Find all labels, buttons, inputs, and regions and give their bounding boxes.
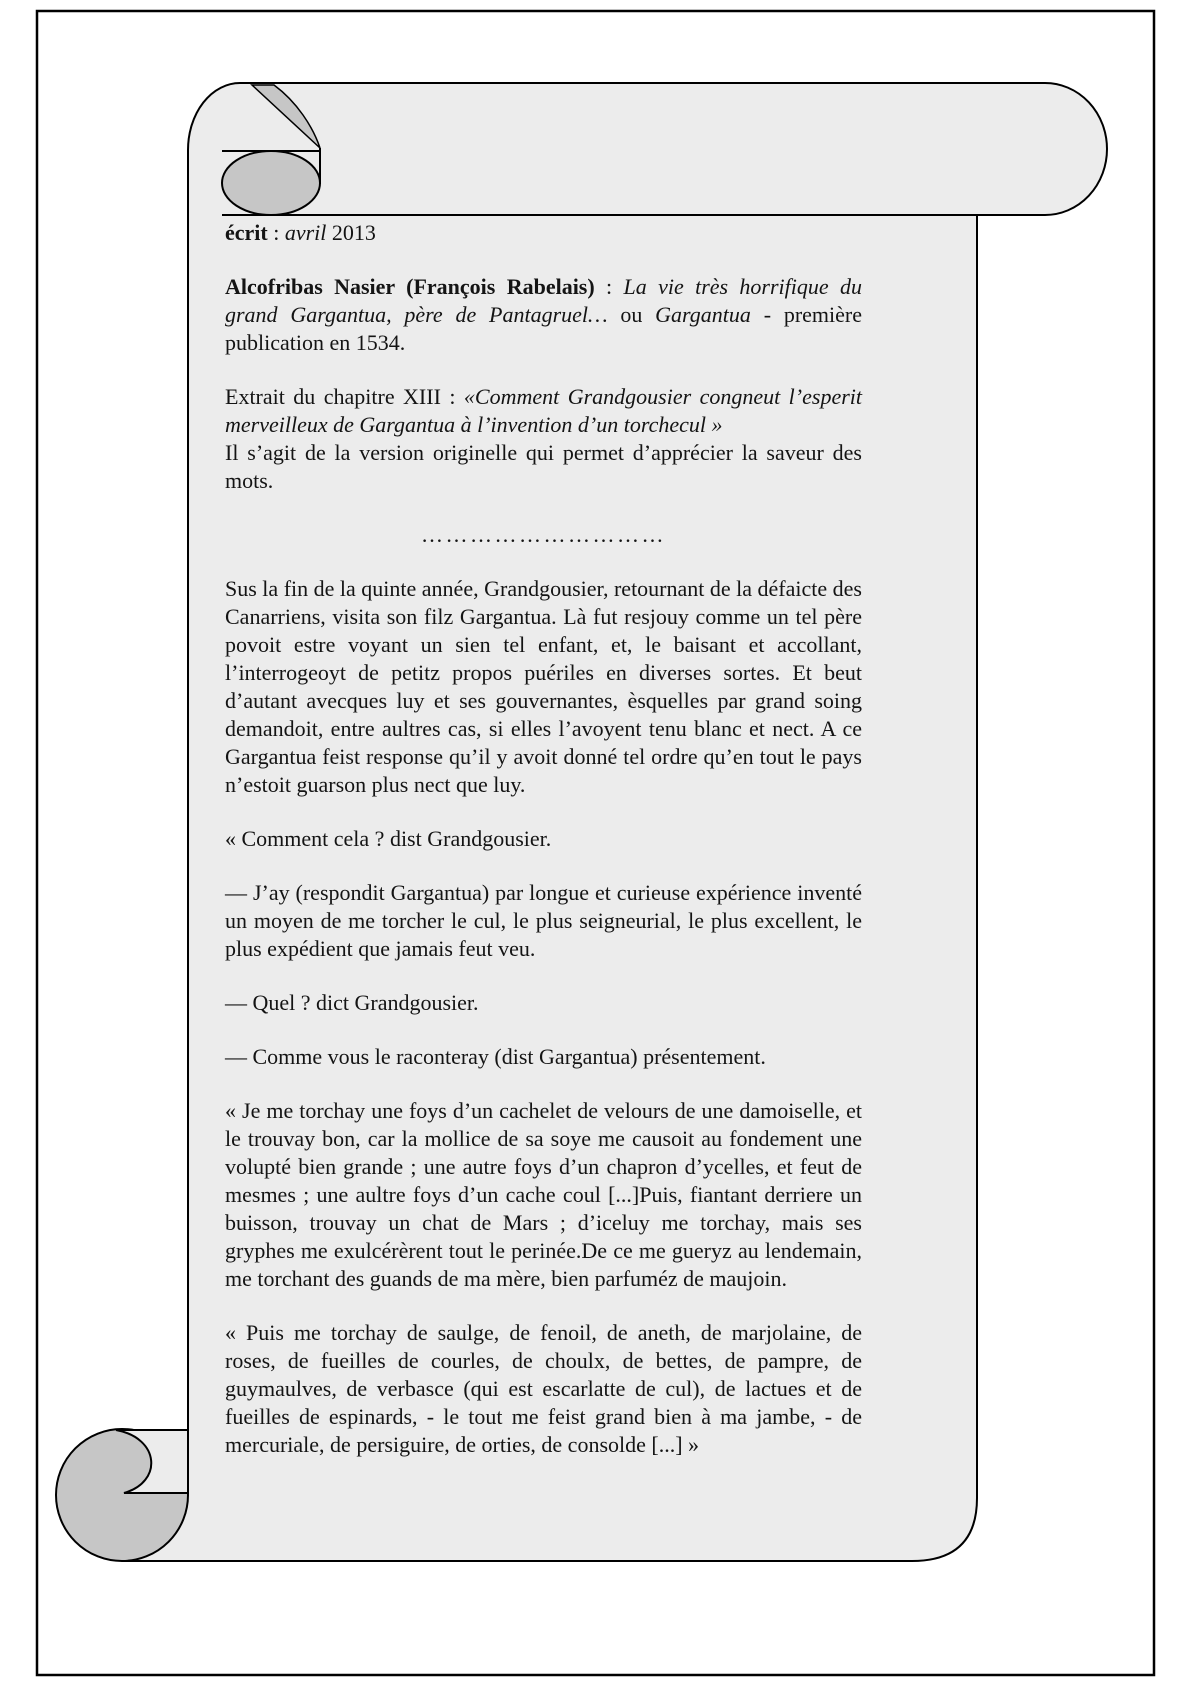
body-paragraph-2 <box>225 1097 862 1293</box>
body-paragraph-3 <box>225 1319 862 1459</box>
text-segment: écrit <box>225 220 268 245</box>
text-segment: Il s’agit de la version originelle qui permet d’apprécier la saveur des mots. <box>225 440 862 493</box>
text-segment: avril <box>284 220 327 245</box>
text-segment: — J’ay (respondit Gargantua) par longue et curieuse expérience inventé un moyen de me torcher le cul, le plus seigneurial, le plus excellent, le plus expédient que jamais feut veu. <box>225 880 862 961</box>
separator-dots <box>225 521 862 549</box>
text-segment: - première publication en 1534. <box>225 302 863 355</box>
text-segment: Extrait du chapitre XIII : <box>225 384 464 409</box>
scroll-top-curl <box>222 151 320 215</box>
text-segment: « Puis me torchay de saulge, de fenoil, de aneth, de marjolaine, de roses, de fueilles de courles, de choulx, de bettes, de pampre, de guymaulves, de verbasce (qui est escarlatte de cul), de lactues et de fueilles de espinards, - le tout me feist grand bien à ma jambe, - de mercuriale, de persiguire, de orties, de consolde [...] » <box>225 1320 862 1457</box>
dialogue-2 <box>225 879 862 963</box>
text-segment: — Quel ? dict Grandgousier. <box>225 990 479 1015</box>
excerpt-intro <box>225 383 862 495</box>
text-segment: Alcofribas Nasier (François Rabelais) <box>225 274 595 299</box>
text-segment: La vie très horrifique du grand Gargantua, père de Pantagruel… <box>225 274 862 327</box>
text-segment: ou <box>607 302 656 327</box>
text-segment: Sus la fin de la quinte année, Grandgousier, retournant de la défaicte des Canarriens, visita son filz Gargantua. Là fut resjouy comme un tel père povoit estre voyant un sien tel enfant, et, le baisant et accollant, l’interrogeoyt de petitz propos puériles en diverses sortes. Et beut d’autant avecques luy et ses gouvernantes, èsquelles par grand soing demandoit, entre aultres cas, si elles l’avoyent tenu blanc et nect. A ce Gargantua feist response qu’il y avoit donné tel ordre qu’en tout le pays n’estoit guarson plus nect que luy. <box>225 576 862 797</box>
author-title <box>225 273 862 357</box>
dialogue-1 <box>225 825 862 853</box>
text-segment: « Comment cela ? dist Grandgousier. <box>225 826 552 851</box>
document-text <box>225 219 862 1485</box>
text-segment: «Comment Grandgousier congneut l’esperit merveilleux de Gargantua à l’invention d’un torchecul » <box>225 384 862 437</box>
dialogue-4 <box>225 1043 862 1071</box>
body-paragraph-1 <box>225 575 862 799</box>
byline-date <box>225 219 862 247</box>
text-segment: — Comme vous le raconteray (dist Gargantua) présentement. <box>225 1044 766 1069</box>
text-segment: Gargantua <box>655 302 751 327</box>
scroll-top-roll <box>188 83 1107 215</box>
text-segment: « Je me torchay une foys d’un cachelet de velours de une damoiselle, et le trouvay bon, car la mollice de sa soye me causoit au fondement une volupté bien grande ; une autre foys d’un chapron d’ycelles, et feut de mesmes ; une aultre foys d’un cache coul [...]Puis, fiantant derriere un buisson, trouvay un chat de Mars ; d’iceluy me torchay, mais ses gryphes me exulcérèrent tout le perinée.De ce me gueryz au lendemain, me torchant des guands de ma mère, bien parfuméz de maujoin. <box>225 1098 862 1291</box>
text-segment: : <box>267 220 285 245</box>
text-segment: 2013 <box>326 220 376 245</box>
dialogue-3 <box>225 989 862 1017</box>
text-segment: ………………………… <box>421 522 666 547</box>
text-segment: : <box>594 274 624 299</box>
